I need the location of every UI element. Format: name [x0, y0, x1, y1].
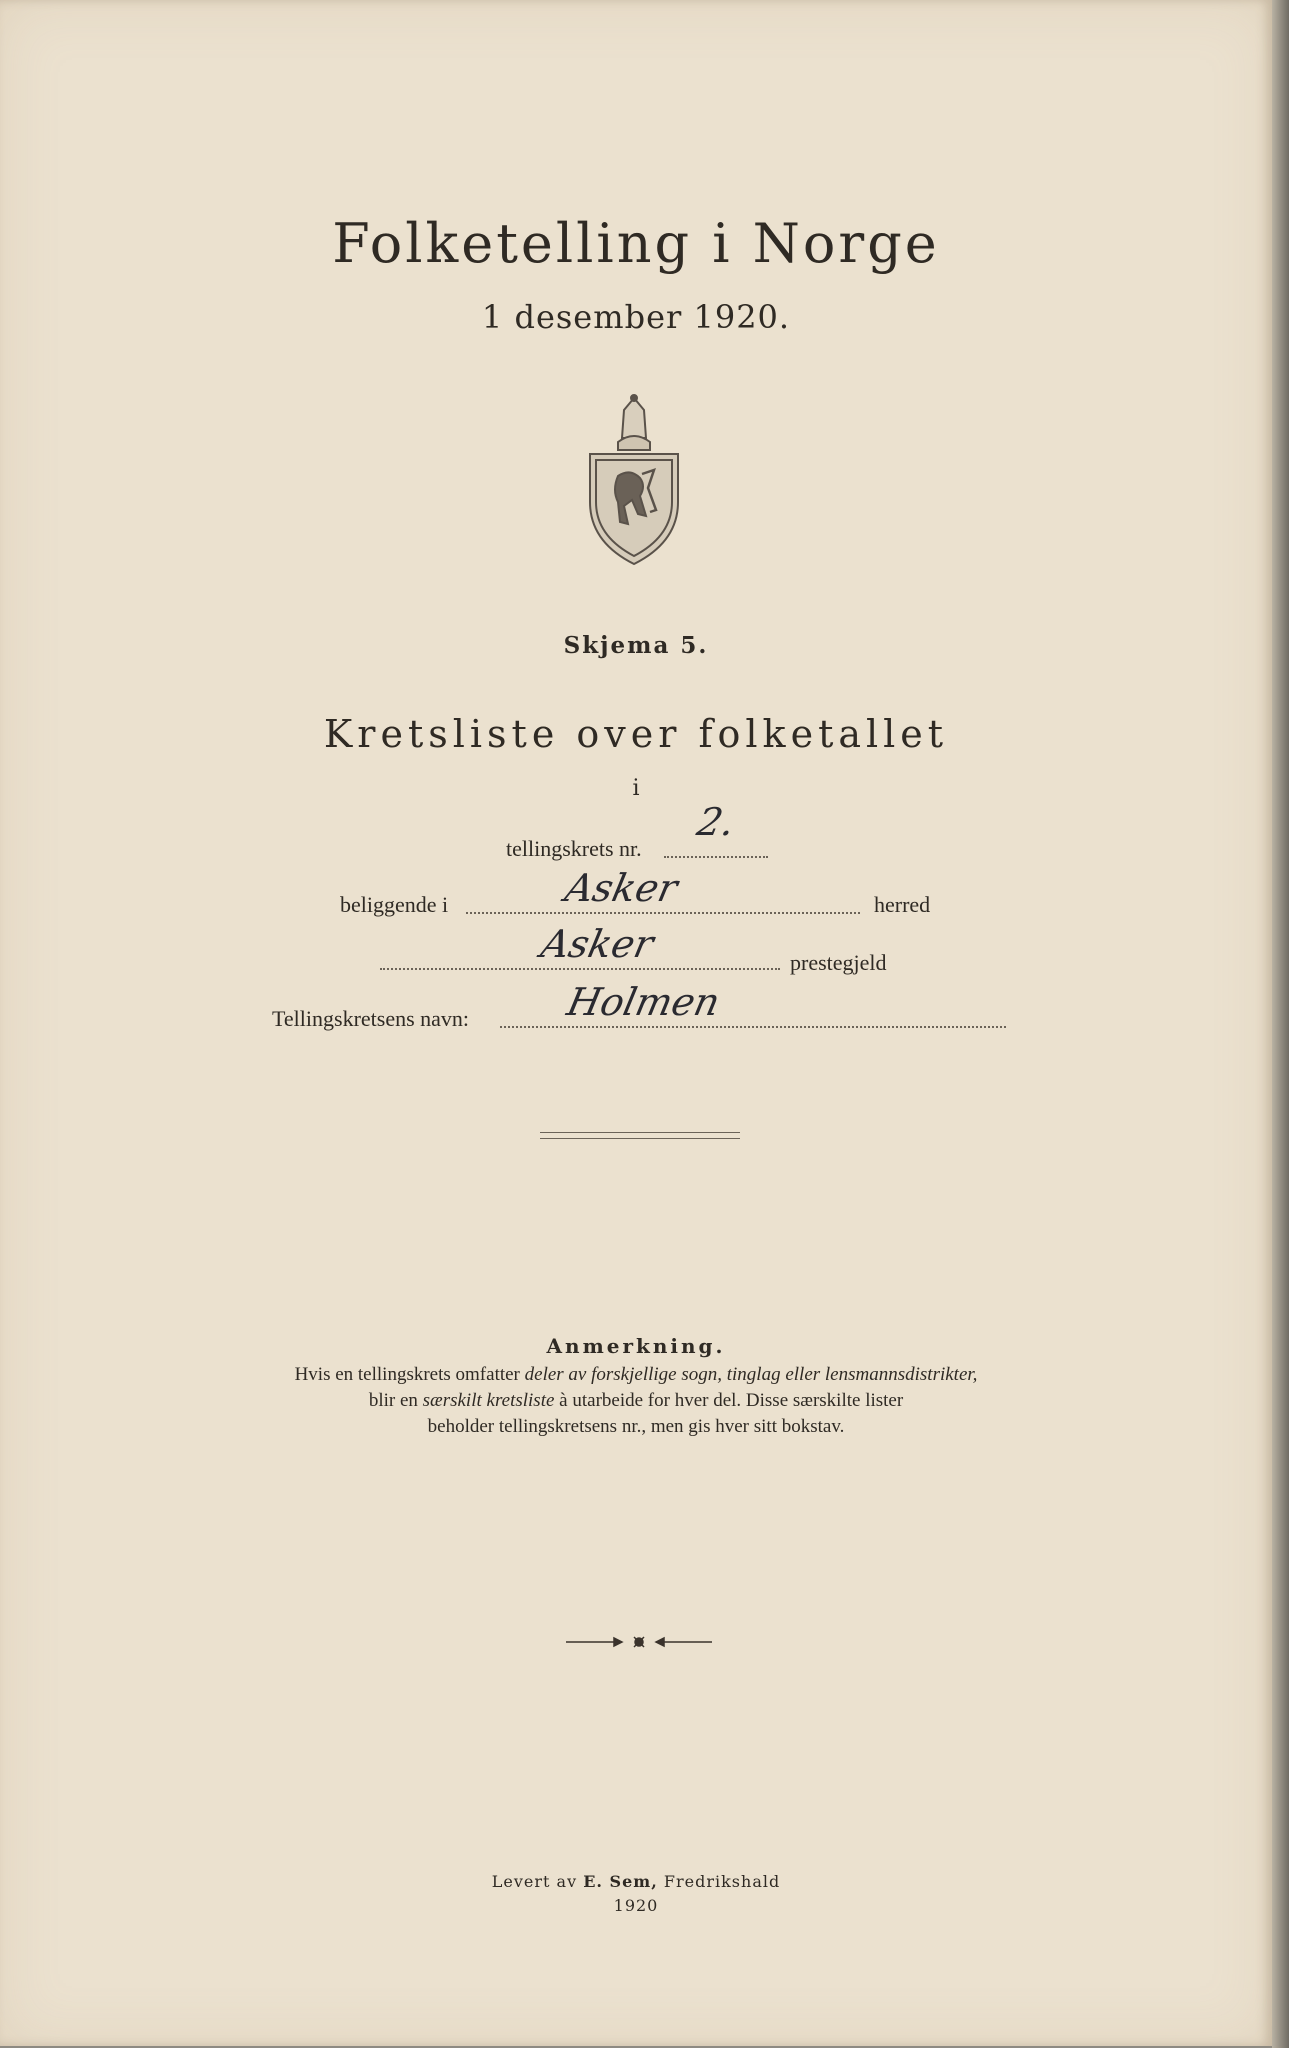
remark-line-3: beholder tellingskretsens nr., men gis hver sitt bokstav. [427, 1416, 845, 1437]
prestegjeld-dotted-line [380, 968, 780, 970]
tellingskrets-label: tellingskrets nr. [506, 836, 642, 861]
divider-rule [540, 1132, 740, 1139]
tellingskrets-value: 2. [693, 800, 739, 844]
page-title: Folketelling i Norge [332, 212, 940, 275]
preposition-i: i [632, 776, 640, 801]
census-date: 1 desember 1920. [481, 298, 791, 336]
beliggende-value: Asker [561, 866, 682, 910]
remark-line-2a: blir en [368, 1390, 418, 1411]
remark-line-2c: à utarbeide for hver del. Disse særskilte lister [559, 1390, 904, 1411]
remark-title: Anmerkning. [546, 1334, 726, 1358]
remark-line-1 [200, 1362, 1072, 1388]
tellingskrets-dotted-line [664, 856, 768, 858]
supplier-name: E. Sem, [583, 1872, 658, 1891]
ornament-icon [564, 1632, 714, 1652]
navn-label: Tellingskretsens navn: [272, 1006, 470, 1031]
navn-value: Holmen [563, 980, 724, 1024]
remark-line-1b: deler av forskjellige sogn, tinglag eller lensmannsdistrikter, [524, 1364, 978, 1385]
beliggende-label: beliggende i [340, 892, 449, 917]
remark-line-2 [200, 1388, 1072, 1414]
supplier-place: Fredrikshald [663, 1872, 781, 1891]
navn-dotted-line [500, 1026, 1006, 1028]
supplier-prefix: Levert av [491, 1872, 578, 1891]
remark-line-2b: særskilt kretsliste [422, 1390, 555, 1411]
schema-number: Skjema 5. [563, 632, 709, 659]
beliggende-dotted-line [466, 912, 860, 914]
prestegjeld-label: prestegjeld [790, 950, 887, 975]
supplier-line [0, 1872, 1272, 1891]
prestegjeld-value: Asker [537, 922, 658, 966]
form-heading: Kretsliste over folketallet [323, 712, 949, 756]
remark-line-1a: Hvis en tellingskrets omfatter [294, 1364, 520, 1385]
herred-label: herred [874, 892, 931, 917]
footer-year: 1920 [613, 1896, 659, 1915]
norwegian-coat-of-arms-icon [584, 392, 684, 568]
page-edge-shadow [1272, 0, 1289, 2048]
